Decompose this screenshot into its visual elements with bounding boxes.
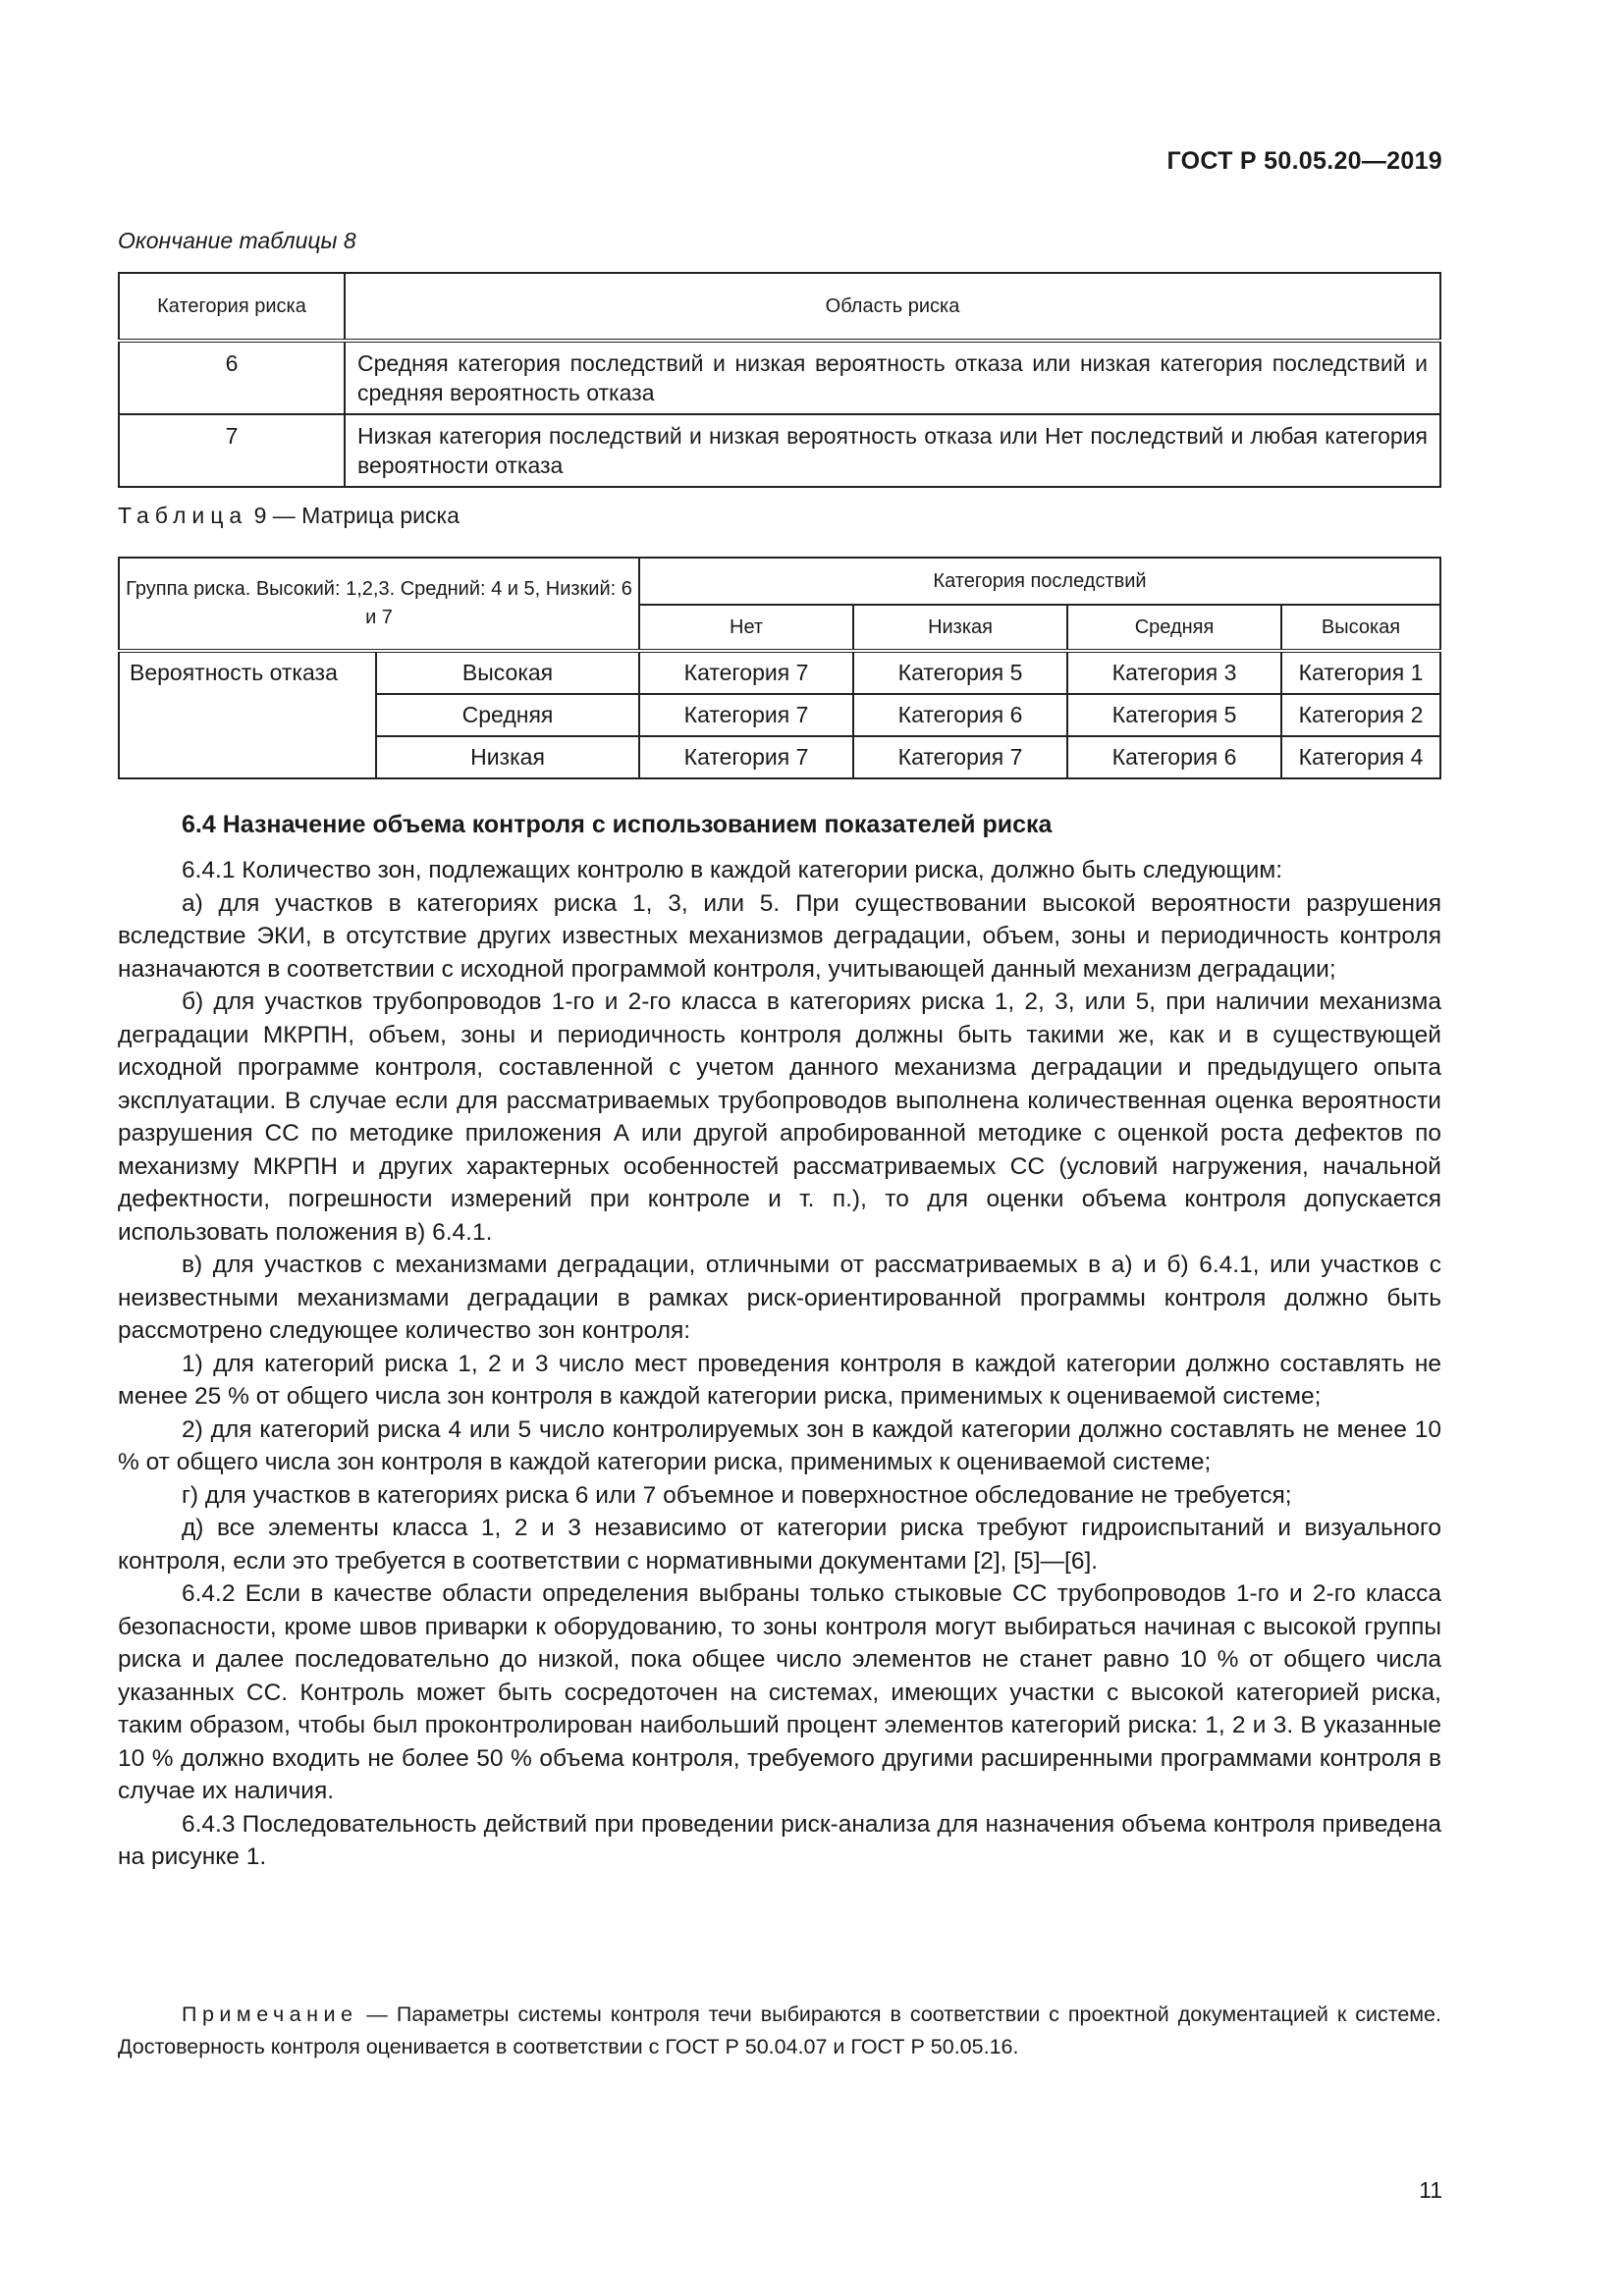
probability-level: Низкая — [376, 736, 639, 778]
matrix-cell: Категория 6 — [1067, 736, 1281, 778]
consequence-col-high: Высокая — [1281, 605, 1440, 651]
table9-risk-matrix — [118, 557, 1441, 779]
matrix-cell: Категория 7 — [639, 694, 853, 736]
section-heading: 6.4 Назначение объема контроля с использованием показателей риска — [182, 811, 1053, 838]
matrix-cell: Категория 6 — [853, 694, 1067, 736]
table8-caption: Окончание таблицы 8 — [118, 228, 356, 253]
probability-level: Средняя — [376, 694, 639, 736]
table-row — [119, 414, 1440, 487]
paragraph: 6.4.1 Количество зон, подлежащих контролю в каждой категории риска, должно быть следующим: — [182, 857, 1282, 883]
matrix-cell: Категория 4 — [1281, 736, 1440, 778]
note-paragraph — [118, 1999, 1441, 2063]
paragraph: а) для участков в категориях риска 1, 3, или 5. При существовании высокой вероятности разрушения вследствие ЭКИ, в отсутствие других известных механизмов деградации, объем, зоны и периодичность контроля назначаются в соответствии с исходной программой контроля, учитывающей данный механизм деградации; — [118, 889, 1441, 983]
matrix-cell: Категория 3 — [1067, 651, 1281, 694]
table9-caption-word: Таблица — [118, 503, 248, 528]
page-number: 11 — [1419, 2177, 1442, 2203]
paragraph: в) для участков с механизмами деградации, отличными от рассматриваемых в а) и б) 6.4.1, или участков с неизвестными механизмами деградации в рамках риск-ориентированной программы контроля должно быть рассмотрено следующее количество зон контроля: — [118, 1252, 1441, 1344]
section-body — [118, 854, 1441, 1874]
paragraph: д) все элементы класса 1, 2 и 3 независимо от категории риска требуют гидроиспытаний и визуального контроля, если это требуется в соответствии с нормативными документами [2], [5]—[6]. — [118, 1515, 1441, 1575]
note-label: Примечание — [182, 2002, 358, 2026]
probability-level: Высокая — [376, 651, 639, 694]
note-block — [118, 1999, 1441, 2063]
paragraph: 6.4.3 Последовательность действий при проведении риск-анализа для назначения объема контроля приведена на рисунке 1. — [118, 1810, 1441, 1870]
col-header-area: Область риска — [345, 273, 1440, 341]
table9-caption-text: 9 — Матрица риска — [253, 503, 460, 528]
matrix-cell: Категория 7 — [639, 736, 853, 778]
matrix-cell: Категория 5 — [1067, 694, 1281, 736]
consequence-col-none: Нет — [639, 605, 853, 651]
cell-category: 7 — [119, 414, 345, 487]
table-header-row — [119, 273, 1440, 341]
cell-area: Низкая категория последствий и низкая вероятность отказа или Нет последствий и любая категория вероятности отказа — [345, 414, 1440, 487]
table-row — [119, 341, 1440, 414]
matrix-cell: Категория 7 — [639, 651, 853, 694]
matrix-cell: Категория 7 — [853, 736, 1067, 778]
paragraph: 6.4.2 Если в качестве области определения выбраны только стыковые СС трубопроводов 1-го и 2-го класса безопасности, кроме швов приварки к оборудованию, то зоны контроля могут выбираться начиная с высокой группы риска и далее последовательно до низкой, пока общее число элементов не станет равно 10 % от общего числа указанных СС. Контроль может быть сосредоточен на системах, имеющих участки с высокой категорией риска, таким образом, чтобы был проконтролирован наибольший процент элементов категорий риска: 1, 2 и 3. В указанные 10 % должно входить не более 50 % объема контроля, требуемого другими расширенными программами контроля в случае их наличия. — [118, 1580, 1441, 1804]
table-row — [119, 651, 1440, 694]
risk-group-label: Группа риска. Высокий: 1,2,3. Средний: 4 и 5, Низкий: 6 и 7 — [119, 558, 639, 651]
probability-label: Вероятность отказа — [119, 651, 376, 778]
consequence-col-low: Низкая — [853, 605, 1067, 651]
cell-area: Средняя категория последствий и низкая вероятность отказа или низкая категория последствий и средняя вероятность отказа — [345, 341, 1440, 414]
paragraph: 1) для категорий риска 1, 2 и 3 число мест проведения контроля в каждой категории должно составлять не менее 25 % от общего числа зон контроля в каждой категории риска, применимых к оцениваемой системе; — [118, 1350, 1441, 1410]
matrix-cell: Категория 2 — [1281, 694, 1440, 736]
paragraph: г) для участков в категориях риска 6 или 7 объемное и поверхностное обследование не требуется; — [182, 1481, 1292, 1509]
consequence-col-medium: Средняя — [1067, 605, 1281, 651]
paragraph: 2) для категорий риска 4 или 5 число контролируемых зон в каждой категории должно составлять не менее 10 % от общего числа зон контроля в каждой категории риска, применимых к оцениваемой системе; — [118, 1415, 1441, 1475]
paragraph: б) для участков трубопроводов 1-го и 2-го класса в категориях риска 1, 2, 3, или 5, при наличии механизма деградации МКРПН, объем, зоны и периодичность контроля должны быть такими же, как и в существующей исходной программе контроля, составленной с учетом данного механизма деградации и предыдущего опыта эксплуатации. В случае если для рассматриваемых трубопроводов выполнена количественная оценка вероятности разрушения СС по методике приложения А или другой апробированной методике с оценкой роста дефектов по механизму МКРПН и других характерных особенностей рассматриваемых СС (условий нагружения, начальной дефектности, погрешности измерений при контроле и т. п.), то для оценки объема контроля допускается использовать положения в) 6.4.1. — [118, 988, 1441, 1246]
note-text: — Параметры системы контроля течи выбираются в соответствии с проектной документацией к системе. Достоверность контроля оценивается в соответствии с ГОСТ Р 50.04.07 и ГОСТ Р 50.05.16. — [118, 2002, 1441, 2058]
matrix-cell: Категория 5 — [853, 651, 1067, 694]
document-code: ГОСТ Р 50.05.20—2019 — [1166, 147, 1442, 175]
col-header-category: Категория риска — [119, 273, 345, 341]
matrix-cell: Категория 1 — [1281, 651, 1440, 694]
cell-category: 6 — [119, 341, 345, 414]
table8 — [118, 272, 1441, 488]
consequence-header: Категория последствий — [639, 558, 1440, 605]
table9-caption — [118, 503, 460, 529]
